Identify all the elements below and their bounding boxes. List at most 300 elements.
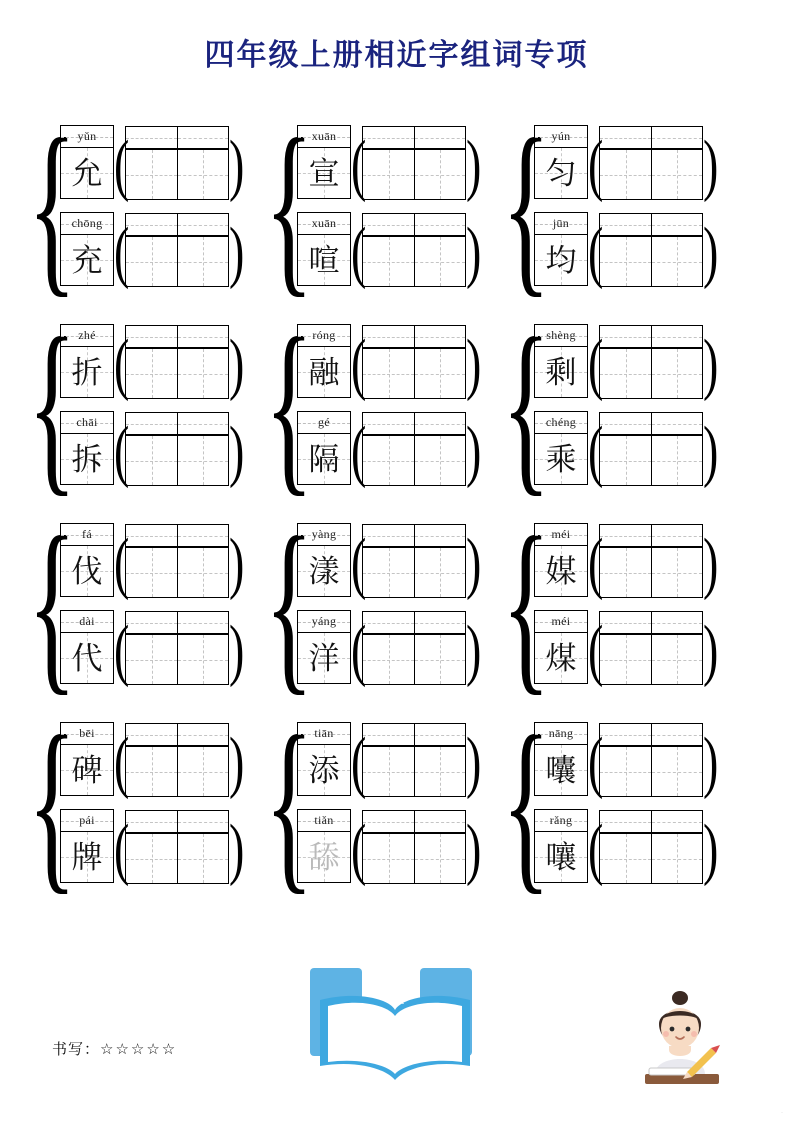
character-group [501, 496, 755, 712]
answer-box[interactable] [599, 213, 651, 236]
answer-box[interactable] [177, 723, 229, 746]
answer-box[interactable] [362, 126, 414, 149]
answer-boxes[interactable] [125, 524, 229, 598]
pinyin-text: bēi [79, 726, 95, 740]
answer-box[interactable] [651, 723, 703, 746]
answer-box[interactable] [599, 236, 651, 287]
answer-box-row-upper[interactable] [125, 723, 229, 746]
answer-box-row-upper[interactable] [125, 213, 229, 236]
answer-box[interactable] [599, 325, 651, 348]
hanzi-text: 拆 [71, 441, 103, 477]
answer-boxes[interactable] [599, 524, 703, 598]
answer-area[interactable] [588, 411, 719, 489]
answer-box[interactable] [414, 723, 466, 746]
character-pair [297, 324, 482, 402]
answer-box[interactable] [414, 810, 466, 833]
answer-box[interactable] [177, 126, 229, 149]
answer-box[interactable] [177, 810, 229, 833]
character-pair [297, 411, 482, 489]
answer-box[interactable] [125, 547, 177, 598]
answer-box[interactable] [414, 213, 466, 236]
hanzi-text: 隔 [308, 441, 340, 477]
answer-box[interactable] [414, 348, 466, 399]
answer-boxes[interactable] [362, 126, 466, 200]
answer-area[interactable] [114, 523, 245, 601]
answer-box[interactable] [651, 236, 703, 287]
hanzi-box [534, 545, 588, 597]
answer-area[interactable] [588, 523, 719, 601]
answer-box[interactable] [651, 213, 703, 236]
answer-box-row-upper[interactable] [362, 325, 466, 348]
answer-area[interactable] [114, 324, 245, 402]
answer-box[interactable] [362, 412, 414, 435]
answer-box[interactable] [177, 236, 229, 287]
answer-box-row-upper[interactable] [362, 126, 466, 149]
answer-box[interactable] [651, 325, 703, 348]
answer-box[interactable] [177, 634, 229, 685]
paren-left: ( [114, 524, 130, 601]
paren-right: ) [229, 611, 245, 688]
pinyin-text: gé [318, 415, 330, 429]
answer-boxes[interactable] [599, 213, 703, 287]
answer-box[interactable] [362, 723, 414, 746]
character-group [27, 695, 281, 911]
paren-right: ) [466, 412, 482, 489]
answer-box[interactable] [651, 348, 703, 399]
group-pairs [60, 523, 245, 688]
answer-box[interactable] [177, 524, 229, 547]
answer-area[interactable] [114, 722, 245, 800]
character-cell [534, 722, 588, 796]
answer-boxes[interactable] [362, 611, 466, 685]
answer-box[interactable] [362, 611, 414, 634]
answer-box[interactable] [125, 611, 177, 634]
answer-box[interactable] [599, 412, 651, 435]
character-pair [534, 523, 719, 601]
answer-boxes[interactable] [362, 412, 466, 486]
answer-boxes[interactable] [125, 325, 229, 399]
answer-box[interactable] [599, 149, 651, 200]
character-pair [297, 125, 482, 203]
answer-box-row-upper[interactable] [125, 126, 229, 149]
character-pair [60, 722, 245, 800]
hanzi-text: 囔 [545, 752, 577, 788]
group-pairs [297, 125, 482, 290]
brace-icon: { [27, 98, 77, 314]
answer-box[interactable] [414, 149, 466, 200]
answer-area[interactable] [588, 212, 719, 290]
answer-box-row-lower[interactable] [362, 236, 466, 287]
paren-left: ( [588, 126, 604, 203]
answer-box-row-upper[interactable] [362, 412, 466, 435]
answer-box-row-upper[interactable] [362, 524, 466, 547]
paren-left: ( [588, 325, 604, 402]
answer-box-row-lower[interactable] [125, 236, 229, 287]
answer-box[interactable] [125, 126, 177, 149]
answer-area[interactable] [351, 411, 482, 489]
answer-box[interactable] [177, 149, 229, 200]
paren-left: ( [351, 810, 367, 887]
answer-box-row-upper[interactable] [362, 213, 466, 236]
answer-box[interactable] [599, 435, 651, 486]
paren-left: ( [351, 723, 367, 800]
answer-area[interactable] [351, 523, 482, 601]
answer-box-row-lower[interactable] [599, 833, 703, 884]
group-pairs [60, 125, 245, 290]
pinyin-text: jūn [552, 216, 570, 230]
answer-box[interactable] [414, 325, 466, 348]
character-pair [534, 610, 719, 688]
answer-box[interactable] [125, 746, 177, 797]
answer-boxes[interactable] [599, 810, 703, 884]
answer-box-row-lower[interactable] [362, 746, 466, 797]
student-mascot-illustration [625, 984, 735, 1094]
answer-box[interactable] [362, 348, 414, 399]
paren-right: ) [229, 524, 245, 601]
answer-area[interactable] [351, 722, 482, 800]
answer-box[interactable] [414, 412, 466, 435]
pinyin-box [60, 809, 114, 831]
answer-box[interactable] [651, 634, 703, 685]
paren-left: ( [114, 810, 130, 887]
character-pair [534, 212, 719, 290]
answer-boxes[interactable] [362, 213, 466, 287]
hanzi-text: 嚷 [545, 839, 577, 875]
answer-box-row-upper[interactable] [599, 325, 703, 348]
answer-box[interactable] [599, 746, 651, 797]
answer-box[interactable] [414, 524, 466, 547]
answer-box[interactable] [651, 833, 703, 884]
answer-box[interactable] [362, 746, 414, 797]
hanzi-box [297, 831, 351, 883]
answer-box-row-lower[interactable] [125, 634, 229, 685]
answer-box[interactable] [125, 236, 177, 287]
hanzi-text: 碑 [71, 752, 103, 788]
answer-area[interactable] [351, 125, 482, 203]
group-pairs [60, 722, 245, 887]
answer-area[interactable] [114, 411, 245, 489]
answer-box[interactable] [599, 810, 651, 833]
answer-box[interactable] [125, 833, 177, 884]
open-book-watermark-icon [300, 960, 490, 1090]
answer-boxes[interactable] [125, 723, 229, 797]
answer-box[interactable] [414, 547, 466, 598]
hanzi-box [534, 831, 588, 883]
hanzi-text: 匀 [545, 155, 577, 191]
answer-box-row-lower[interactable] [125, 746, 229, 797]
character-cell [534, 809, 588, 883]
paren-left: ( [114, 126, 130, 203]
group-pairs [60, 324, 245, 489]
answer-box[interactable] [414, 611, 466, 634]
paren-left: ( [588, 412, 604, 489]
pinyin-text: chāi [76, 415, 98, 429]
answer-box[interactable] [177, 435, 229, 486]
answer-box[interactable] [177, 412, 229, 435]
answer-box-row-lower[interactable] [362, 634, 466, 685]
answer-box[interactable] [177, 325, 229, 348]
answer-box[interactable] [362, 524, 414, 547]
character-pair [60, 125, 245, 203]
answer-box-row-upper[interactable] [362, 810, 466, 833]
hanzi-box [297, 147, 351, 199]
answer-box[interactable] [125, 149, 177, 200]
answer-box[interactable] [177, 213, 229, 236]
paren-right: ) [466, 325, 482, 402]
answer-box-row-upper[interactable] [125, 325, 229, 348]
answer-boxes[interactable] [125, 611, 229, 685]
answer-box[interactable] [651, 412, 703, 435]
character-pair [534, 411, 719, 489]
answer-box[interactable] [651, 524, 703, 547]
answer-box[interactable] [599, 524, 651, 547]
answer-area[interactable] [588, 125, 719, 203]
answer-box-row-upper[interactable] [125, 611, 229, 634]
character-pair [60, 324, 245, 402]
paren-left: ( [114, 412, 130, 489]
paren-right: ) [466, 611, 482, 688]
paren-left: ( [588, 723, 604, 800]
answer-box[interactable] [599, 126, 651, 149]
answer-box-row-upper[interactable] [599, 810, 703, 833]
answer-box-row-lower[interactable] [362, 435, 466, 486]
character-cell [297, 722, 351, 796]
hanzi-text: 漾 [308, 553, 340, 589]
paren-left: ( [588, 611, 604, 688]
answer-box-row-lower[interactable] [125, 435, 229, 486]
answer-box-row-upper[interactable] [125, 810, 229, 833]
answer-box-row-lower[interactable] [362, 149, 466, 200]
exercise-grid [27, 98, 756, 911]
pinyin-box [297, 324, 351, 346]
paren-right: ) [466, 810, 482, 887]
brace-icon: { [264, 496, 314, 712]
paren-left: ( [588, 213, 604, 290]
answer-area[interactable] [588, 610, 719, 688]
paren-right: ) [703, 723, 719, 800]
character-cell [60, 125, 114, 199]
answer-box[interactable] [125, 435, 177, 486]
answer-box[interactable] [125, 723, 177, 746]
answer-boxes[interactable] [362, 723, 466, 797]
answer-box[interactable] [651, 746, 703, 797]
hanzi-text: 宣 [308, 155, 340, 191]
answer-box-row-lower[interactable] [599, 236, 703, 287]
paren-right: ) [229, 412, 245, 489]
paren-left: ( [114, 325, 130, 402]
answer-boxes[interactable] [362, 524, 466, 598]
paren-right: ) [703, 213, 719, 290]
answer-box-row-lower[interactable] [125, 547, 229, 598]
pinyin-text: shèng [546, 328, 576, 342]
group-pairs [297, 324, 482, 489]
hanzi-text: 舔 [308, 839, 340, 875]
hanzi-text: 洋 [308, 640, 340, 676]
brace-icon: { [264, 98, 314, 314]
answer-box[interactable] [414, 634, 466, 685]
pinyin-box [60, 324, 114, 346]
answer-boxes[interactable] [362, 325, 466, 399]
hanzi-text: 喧 [308, 242, 340, 278]
answer-box-row-upper[interactable] [599, 611, 703, 634]
answer-box[interactable] [599, 348, 651, 399]
hanzi-box [60, 744, 114, 796]
group-pairs [297, 523, 482, 688]
answer-area[interactable] [114, 809, 245, 887]
brace-icon: { [27, 297, 77, 513]
answer-box-row-lower[interactable] [599, 547, 703, 598]
answer-box[interactable] [651, 547, 703, 598]
pinyin-text: xuān [311, 216, 337, 230]
answer-box[interactable] [414, 435, 466, 486]
answer-boxes[interactable] [599, 723, 703, 797]
character-group [501, 297, 755, 513]
pinyin-text: yún [551, 129, 571, 143]
answer-box[interactable] [362, 634, 414, 685]
answer-boxes[interactable] [125, 810, 229, 884]
pinyin-box [60, 722, 114, 744]
answer-box-row-lower[interactable] [125, 149, 229, 200]
page-title: 四年级上册相近字组词专项 [204, 39, 589, 72]
answer-boxes[interactable] [125, 412, 229, 486]
answer-box-row-lower[interactable] [599, 149, 703, 200]
answer-box-row-lower[interactable] [599, 348, 703, 399]
answer-box[interactable] [125, 325, 177, 348]
paren-left: ( [351, 325, 367, 402]
pinyin-box [534, 809, 588, 831]
answer-box[interactable] [414, 746, 466, 797]
paren-right: ) [703, 325, 719, 402]
paren-right: ) [466, 524, 482, 601]
answer-box[interactable] [651, 126, 703, 149]
answer-box[interactable] [414, 833, 466, 884]
answer-box-row-lower[interactable] [599, 634, 703, 685]
paren-left: ( [114, 723, 130, 800]
character-pair [297, 722, 482, 800]
answer-area[interactable] [588, 809, 719, 887]
answer-box-row-upper[interactable] [362, 611, 466, 634]
answer-box[interactable] [125, 524, 177, 547]
character-pair [60, 411, 245, 489]
answer-box[interactable] [414, 236, 466, 287]
answer-box-row-lower[interactable] [125, 348, 229, 399]
pinyin-box [534, 125, 588, 147]
answer-box[interactable] [177, 611, 229, 634]
answer-area[interactable] [351, 610, 482, 688]
answer-box[interactable] [125, 634, 177, 685]
character-group [264, 695, 518, 911]
answer-box-row-upper[interactable] [125, 412, 229, 435]
answer-box-row-lower[interactable] [125, 833, 229, 884]
answer-box[interactable] [125, 213, 177, 236]
character-cell [297, 125, 351, 199]
answer-box[interactable] [362, 547, 414, 598]
character-cell [60, 722, 114, 796]
answer-boxes[interactable] [362, 810, 466, 884]
answer-area[interactable] [114, 125, 245, 203]
answer-box-row-lower[interactable] [362, 348, 466, 399]
answer-area[interactable] [351, 212, 482, 290]
paren-left: ( [588, 524, 604, 601]
answer-box[interactable] [651, 611, 703, 634]
brace-icon: { [501, 695, 551, 911]
character-cell [534, 523, 588, 597]
answer-box-row-upper[interactable] [362, 723, 466, 746]
hanzi-text: 媒 [545, 553, 577, 589]
answer-box[interactable] [362, 236, 414, 287]
answer-box-row-lower[interactable] [599, 435, 703, 486]
answer-box[interactable] [125, 348, 177, 399]
answer-area[interactable] [351, 809, 482, 887]
answer-box[interactable] [651, 435, 703, 486]
answer-box[interactable] [362, 435, 414, 486]
answer-box[interactable] [599, 634, 651, 685]
answer-box[interactable] [599, 833, 651, 884]
pinyin-text: dài [79, 614, 95, 628]
answer-area[interactable] [114, 212, 245, 290]
pinyin-text: chéng [545, 415, 577, 429]
exercise-row [27, 297, 756, 513]
answer-box[interactable] [362, 149, 414, 200]
character-group [27, 297, 281, 513]
answer-box[interactable] [651, 149, 703, 200]
character-group [264, 496, 518, 712]
answer-area[interactable] [588, 324, 719, 402]
answer-box[interactable] [599, 611, 651, 634]
answer-box-row-lower[interactable] [362, 547, 466, 598]
answer-box-row-lower[interactable] [599, 746, 703, 797]
brace-icon: { [264, 297, 314, 513]
character-group [501, 695, 755, 911]
answer-boxes[interactable] [599, 412, 703, 486]
hanzi-text: 允 [71, 155, 103, 191]
answer-boxes[interactable] [599, 126, 703, 200]
answer-box[interactable] [362, 325, 414, 348]
answer-box-row-upper[interactable] [125, 524, 229, 547]
answer-area[interactable] [588, 722, 719, 800]
answer-box-row-upper[interactable] [599, 213, 703, 236]
answer-box-row-upper[interactable] [599, 126, 703, 149]
pinyin-box [60, 125, 114, 147]
answer-boxes[interactable] [599, 611, 703, 685]
answer-box[interactable] [362, 810, 414, 833]
answer-box[interactable] [599, 547, 651, 598]
answer-box[interactable] [177, 746, 229, 797]
answer-boxes[interactable] [599, 325, 703, 399]
answer-box[interactable] [362, 833, 414, 884]
answer-box[interactable] [414, 126, 466, 149]
answer-boxes[interactable] [125, 213, 229, 287]
answer-box-row-upper[interactable] [599, 524, 703, 547]
answer-box[interactable] [125, 412, 177, 435]
pinyin-text: chōng [71, 216, 103, 230]
answer-area[interactable] [351, 324, 482, 402]
answer-box[interactable] [651, 810, 703, 833]
answer-box-row-upper[interactable] [599, 723, 703, 746]
answer-box[interactable] [177, 348, 229, 399]
answer-box-row-lower[interactable] [362, 833, 466, 884]
answer-box[interactable] [177, 833, 229, 884]
answer-boxes[interactable] [125, 126, 229, 200]
character-pair [534, 809, 719, 887]
paren-left: ( [114, 213, 130, 290]
answer-box[interactable] [362, 213, 414, 236]
answer-box-row-upper[interactable] [599, 412, 703, 435]
answer-box[interactable] [177, 547, 229, 598]
answer-area[interactable] [114, 610, 245, 688]
answer-box[interactable] [125, 810, 177, 833]
answer-box[interactable] [599, 723, 651, 746]
